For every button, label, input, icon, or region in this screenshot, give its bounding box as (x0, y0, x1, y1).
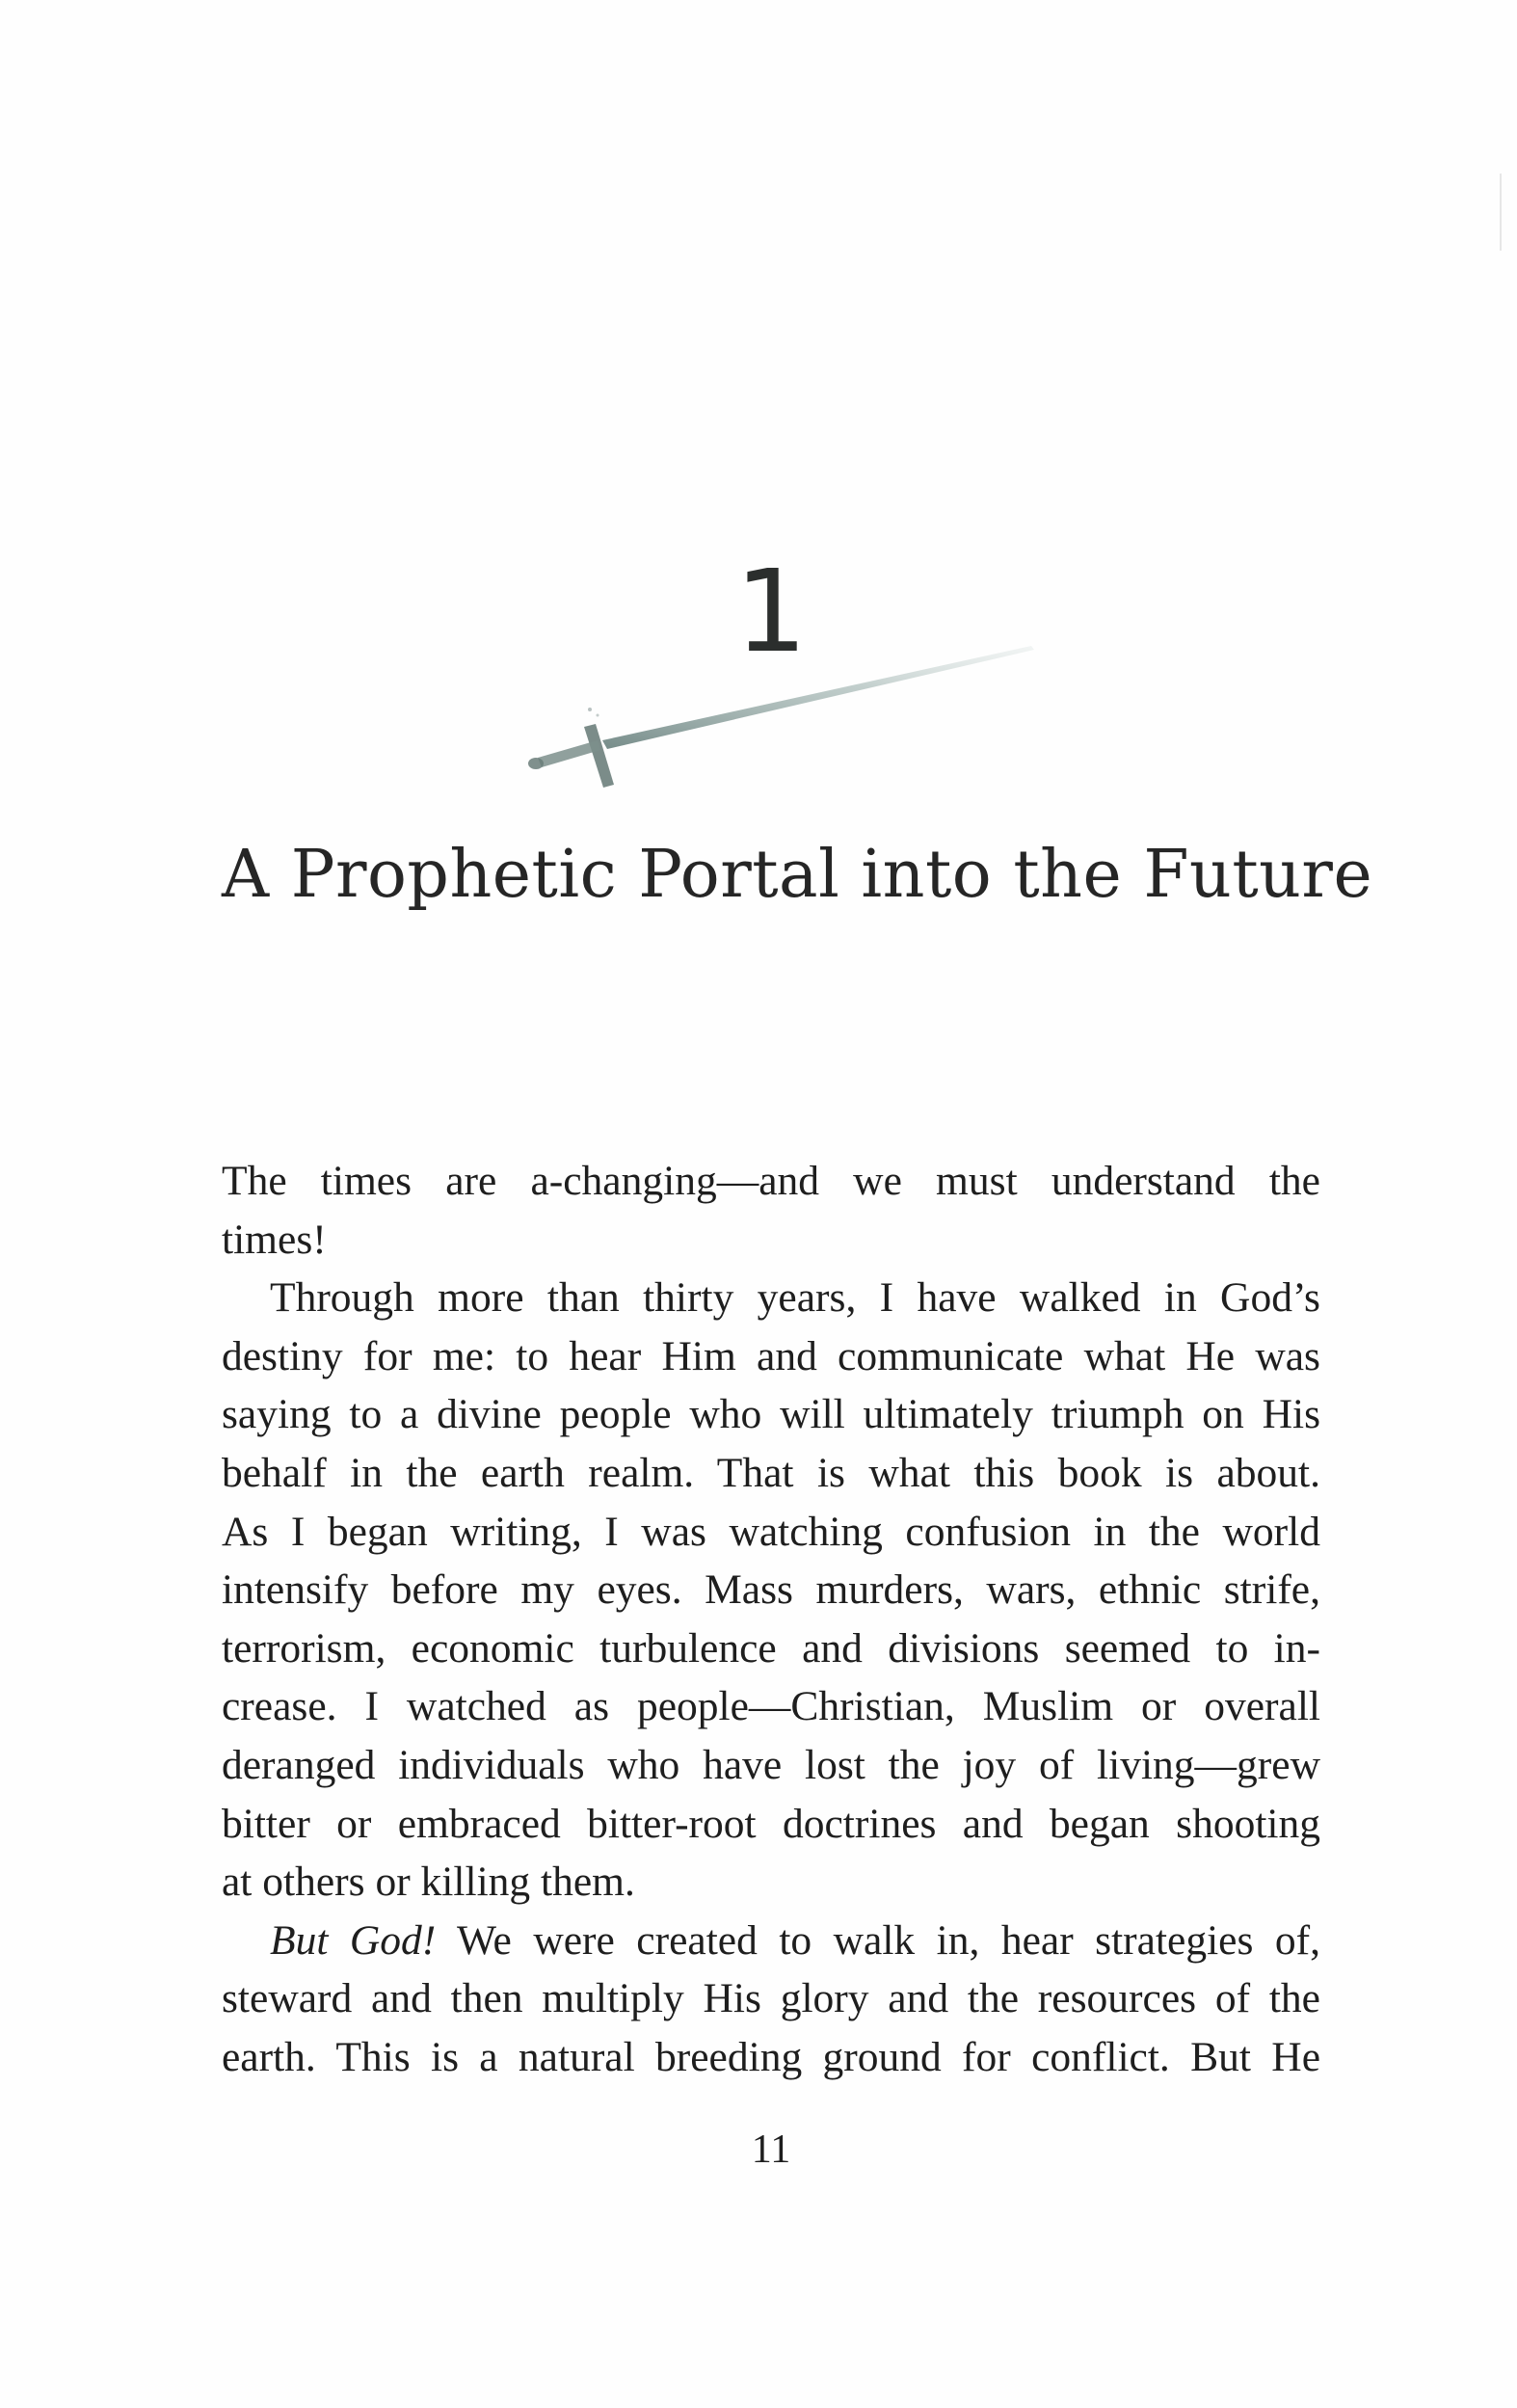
text-line: times! (222, 1216, 327, 1263)
text-line: crease. I watched as people—Christian, Muslim or overall (222, 1683, 1320, 1730)
body-text (222, 1152, 1320, 2087)
chapter-number: 1 (734, 545, 808, 678)
emphasis-text: But God! (270, 1916, 437, 1964)
text-line: earth. This is a natural breeding ground for conflict. But He (222, 2033, 1320, 2080)
text-line: saying to a divine people who will ultimately triumph on His (222, 1391, 1320, 1438)
chapter-title: A Prophetic Portal into the Future (222, 837, 1373, 913)
text-line: terrorism, economic turbulence and divisions seemed to in- (222, 1624, 1320, 1672)
text-line: at others or killing them. (222, 1859, 635, 1906)
scan-mark (1500, 174, 1502, 251)
text-line-emphasis (222, 1912, 1320, 1970)
text-line: deranged individuals who have lost the joy of living—grew (222, 1741, 1320, 1788)
sword-icon (520, 627, 1041, 800)
text-line-rest: We were created to walk in, hear strategies of, (456, 1916, 1320, 1964)
text-line: Through more than thirty years, I have walked in God’s (270, 1274, 1320, 1322)
text-line: behalf in the earth realm. That is what this book is about. (222, 1449, 1320, 1496)
text-line: bitter or embraced bitter-root doctrines and began shooting (222, 1800, 1320, 1847)
page-number: 11 (751, 2127, 791, 2172)
text-line: intensify before my eyes. Mass murders, wars, ethnic strife, (222, 1566, 1320, 1614)
text-line: steward and then multiply His glory and the resources of the (222, 1975, 1320, 2022)
text-line: As I began writing, I was watching confusion in the world (222, 1508, 1320, 1555)
text-line: The times are a-changing—and we must understand the (222, 1158, 1320, 1204)
text-line: destiny for me: to hear Him and communicate what He was (222, 1332, 1320, 1379)
